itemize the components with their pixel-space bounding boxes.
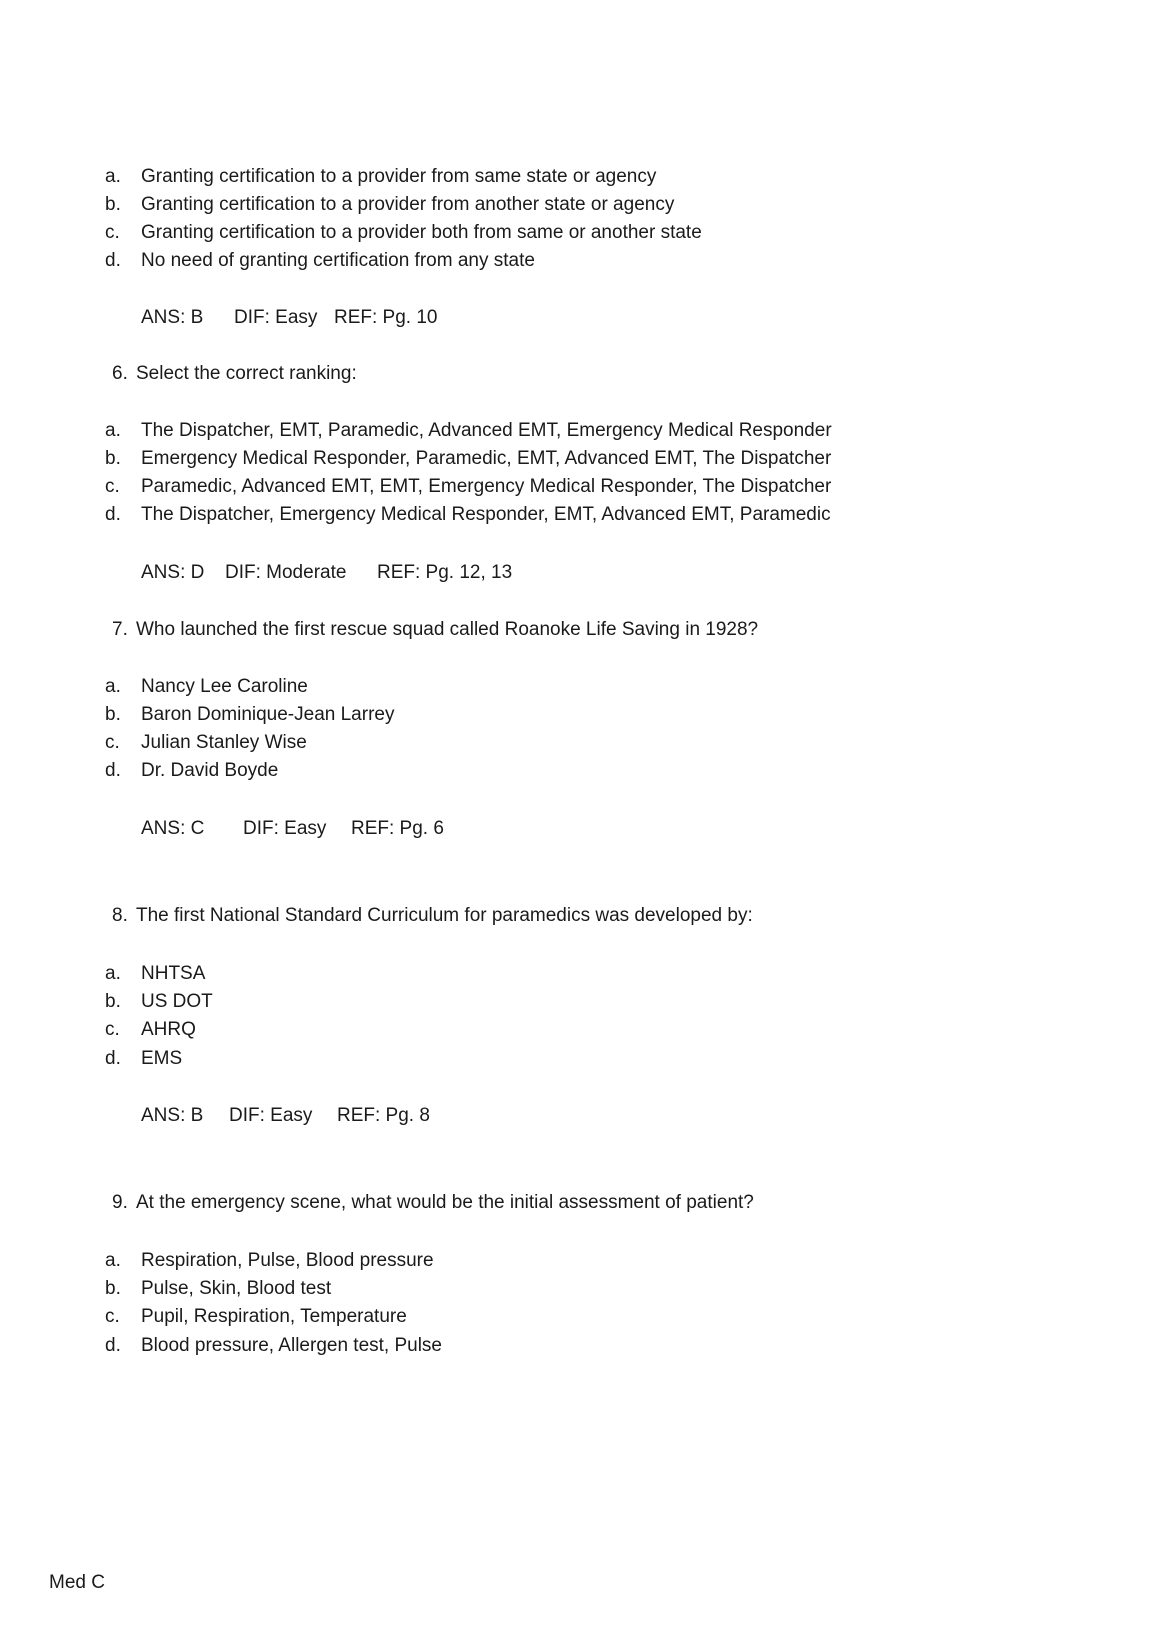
answer-label: ANS: B [141,307,204,328]
option-letter: b. [105,1278,121,1299]
option-text: Emergency Medical Responder, Paramedic, EMT, Advanced EMT, The Dispatcher [141,448,832,469]
option-letter: b. [105,448,121,469]
option-letter: d. [105,1335,121,1356]
option-text: No need of granting certification from any state [141,250,535,271]
option-text: EMS [141,1048,183,1069]
option-text: NHTSA [141,963,206,984]
option-letter: c. [105,476,120,497]
option-letter: a. [105,420,121,441]
option-letter: c. [105,222,120,243]
option-text: Respiration, Pulse, Blood pressure [141,1250,434,1271]
option-text: AHRQ [141,1019,196,1040]
question-number: 6. [112,363,128,384]
option-letter: b. [105,991,121,1012]
option-letter: d. [105,1048,121,1069]
reference-label: REF: Pg. 12, 13 [377,562,513,583]
question-number: 8. [112,905,128,926]
option-text: The Dispatcher, Emergency Medical Responder, EMT, Advanced EMT, Paramedic [141,504,831,525]
option-text: Granting certification to a provider from same state or agency [141,166,657,187]
option-letter: b. [105,194,121,215]
difficulty-label: DIF: Moderate [225,562,347,583]
option-letter: a. [105,1250,121,1271]
question-number: 9. [112,1192,128,1213]
reference-label: REF: Pg. 10 [334,307,438,328]
option-text: Nancy Lee Caroline [141,676,308,697]
option-letter: a. [105,676,121,697]
option-text: The Dispatcher, EMT, Paramedic, Advanced EMT, Emergency Medical Responder [141,420,832,441]
option-text: Baron Dominique-Jean Larrey [141,704,395,725]
reference-label: REF: Pg. 6 [351,818,444,839]
answer-label: ANS: B [141,1105,204,1126]
option-letter: b. [105,704,121,725]
option-letter: c. [105,1306,120,1327]
answer-label: ANS: C [141,818,205,839]
option-text: Pulse, Skin, Blood test [141,1278,332,1299]
question-text: At the emergency scene, what would be the initial assessment of patient? [136,1192,754,1213]
option-letter: a. [105,963,121,984]
option-text: Blood pressure, Allergen test, Pulse [141,1335,443,1356]
option-letter: a. [105,166,121,187]
option-text: Dr. David Boyde [141,760,279,781]
option-text: Granting certification to a provider both from same or another state [141,222,702,243]
answer-label: ANS: D [141,562,205,583]
question-text: Select the correct ranking: [136,363,357,384]
difficulty-label: DIF: Easy [229,1105,313,1126]
option-letter: d. [105,250,121,271]
question-text: Who launched the first rescue squad called Roanoke Life Saving in 1928? [136,619,759,640]
option-text: Julian Stanley Wise [141,732,307,753]
question-number: 7. [112,619,128,640]
difficulty-label: DIF: Easy [234,307,318,328]
option-letter: d. [105,504,121,525]
question-text: The first National Standard Curriculum for paramedics was developed by: [136,905,753,926]
option-text: US DOT [141,991,213,1012]
option-text: Granting certification to a provider from another state or agency [141,194,675,215]
reference-label: REF: Pg. 8 [337,1105,430,1126]
option-letter: c. [105,1019,120,1040]
option-text: Pupil, Respiration, Temperature [141,1306,407,1327]
page-footer: Med C [49,1572,105,1593]
option-text: Paramedic, Advanced EMT, EMT, Emergency Medical Responder, The Dispatcher [141,476,832,497]
option-letter: c. [105,732,120,753]
option-letter: d. [105,760,121,781]
difficulty-label: DIF: Easy [243,818,327,839]
